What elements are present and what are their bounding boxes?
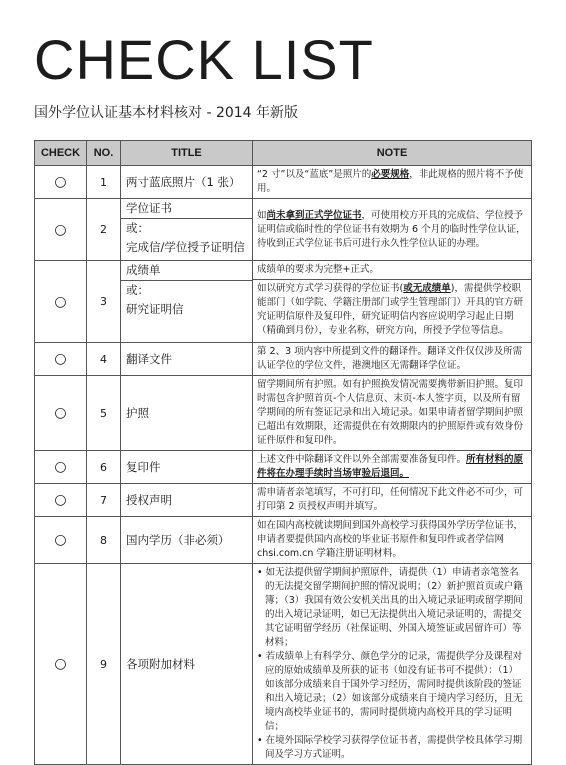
- table-row: [35, 199, 532, 261]
- row-note: [253, 166, 532, 199]
- table-row: [35, 517, 532, 564]
- note-text: 在境外国际学校学习获得学位证书者，需提供学校具体学习期间及学习方式证明。: [265, 735, 523, 760]
- check-circle[interactable]: ○: [35, 166, 87, 199]
- check-circle[interactable]: ○: [35, 451, 87, 484]
- title-line: 国内学历（非必须）: [126, 533, 230, 547]
- row-number: 5: [87, 376, 121, 451]
- row-title: [121, 484, 253, 517]
- header-note: NOTE: [253, 141, 532, 166]
- row-note: [253, 451, 532, 484]
- row-title: [121, 199, 253, 261]
- title-line: 护照: [126, 406, 149, 420]
- row-title: [121, 343, 253, 376]
- row-title: [121, 376, 253, 451]
- check-circle[interactable]: ○: [35, 517, 87, 564]
- note-text: 如: [257, 209, 267, 221]
- row-note: [253, 564, 532, 765]
- note-text: 如在国内高校就读期间到国外高校学习获得国外学历学位证书，申请者要提供国内高校的毕业证书原件和复印件或者学信网 chsi.com.cn 学籍注册证明材料。: [257, 520, 524, 559]
- note-emphasis: 必要规格: [371, 169, 410, 180]
- row-title: [121, 517, 253, 564]
- note-emphasis: 所有材料的原件将在办理手续时当场审验后退回。: [257, 454, 524, 479]
- check-circle[interactable]: ○: [35, 199, 87, 261]
- note-text: 如以研究方式学习获得的学位证书(: [257, 283, 404, 294]
- header-no: NO.: [87, 141, 121, 166]
- title-line: 翻译文件: [126, 352, 172, 366]
- check-circle[interactable]: ○: [35, 343, 87, 376]
- title-line: 授权声明: [126, 493, 172, 507]
- table-row: [35, 261, 532, 343]
- table-row: [35, 343, 532, 376]
- row-number: 3: [87, 261, 121, 343]
- title-line: 研究证明信: [126, 302, 184, 316]
- row-number: 1: [87, 166, 121, 199]
- check-circle[interactable]: ○: [35, 261, 87, 343]
- note-bullet-item: • 如无法提供留学期间护照原件，请提供（1）申请者亲笔签名的无法提交留学期间护照的情况说明；（2）新护照首页或户籍簿；（3）我国有效公安机关出具的出入境记录证明或留学期间的出入境记录证明，如已无法提供出入境记录证明的，需提交其它证明留学经历（社保证明、外国入境签证或居留许可）等材料；: [257, 567, 523, 648]
- row-number: 2: [87, 199, 121, 261]
- row-number: 6: [87, 451, 121, 484]
- row-title: [121, 564, 253, 765]
- title-line: 或：: [121, 218, 252, 238]
- note-text: 第 2、3 项内容中所提到文件的翻译件。翻译文件仅仅涉及所需认证学位的学位文件，港澳地区无需翻译学位证。: [257, 346, 523, 371]
- check-circle[interactable]: ○: [35, 376, 87, 451]
- table-row: [35, 484, 532, 517]
- row-note: [253, 517, 532, 564]
- note-emphasis: 或无成绩单: [403, 283, 451, 294]
- check-circle[interactable]: ○: [35, 564, 87, 765]
- table-row: [35, 451, 532, 484]
- row-note: [253, 343, 532, 376]
- title-line: 两寸蓝底照片（1 张）: [126, 175, 241, 189]
- title-line: 完成信/学位授予证明信: [126, 240, 245, 254]
- row-title: [121, 451, 253, 484]
- table-header-row: [35, 141, 532, 166]
- row-number: 8: [87, 517, 121, 564]
- checklist-table: [34, 140, 532, 765]
- row-note: [253, 199, 532, 261]
- row-title: [121, 261, 253, 343]
- title-line: 或：: [121, 280, 252, 300]
- page-title: CHECK LIST: [34, 28, 374, 91]
- table-row: [35, 564, 532, 765]
- row-title: [121, 166, 253, 199]
- page-subtitle: 国外学位认证基本材料核对 - 2014 年新版: [34, 105, 299, 121]
- note-emphasis: 尚未拿到正式学位证书: [266, 209, 362, 221]
- row-note: [253, 261, 532, 343]
- row-number: 7: [87, 484, 121, 517]
- table-row: [35, 166, 532, 199]
- title-line: 各项附加材料: [126, 657, 195, 671]
- note-text: 需申请者亲笔填写，不可打印，任何情况下此文件必不可少，可打印第 2 页授权声明并填写。: [257, 487, 524, 512]
- note-bullet-item: • 若成绩单上有科学分、颜色学分的记录，需提供学分及课程对应的原始成绩单及所获的证书（如没有证书可不提供）：（1）如该部分成绩来自于国外学习经历，需同时提供该阶段的签证和出入境记录；（2）如该部分成绩来自于境内学习经历，且无境内高校毕业证书的，需同时提供境内高校开具的学习证明信；: [257, 651, 523, 732]
- title-line: 复印件: [126, 460, 161, 474]
- row-number: 9: [87, 564, 121, 765]
- note-text: 若成绩单上有科学分、颜色学分的记录，需提供学分及课程对应的原始成绩单及所获的证书（如没有证书可不提供）：（1）如该部分成绩来自于国外学习经历，需同时提供该阶段的签证和出入境记录；（2）如该部分成绩来自于境内学习经历，且无境内高校毕业证书的，需同时提供境内高校开具的学习证明信；: [265, 651, 523, 732]
- header-check: CHECK: [35, 141, 87, 166]
- title-line: 学位证书: [126, 201, 172, 215]
- note-text: 成绩单的要求为完整+正式。: [253, 261, 531, 280]
- title-line: 成绩单: [126, 263, 161, 277]
- note-bullet-item: • 在境外国际学校学习获得学位证书者，需提供学校具体学习期间及学习方式证明。: [257, 735, 523, 760]
- note-text: 如无法提供留学期间护照原件，请提供（1）申请者亲笔签名的无法提交留学期间护照的情况说明；（2）新护照首页或户籍簿；（3）我国有效公安机关出具的出入境记录证明或留学期间的出入境记录证明，如已无法提供出入境记录证明的，需提交其它证明留学经历（社保证明、外国入境签证或居留许可）等材料；: [265, 567, 523, 648]
- row-number: 4: [87, 343, 121, 376]
- note-text: ，可使用校方开具的完成信、学位授予证明信或临时性的学位证书有效期为 6 个月的临时性学位认证，待收到正式学位证书后可进行永久性学位认证的办理。: [257, 209, 526, 249]
- table-row: [35, 376, 532, 451]
- row-note: [253, 376, 532, 451]
- note-text: )，需提供学校职能部门（如学院、学籍注册部门或学生管理部门）开具的官方研究证明信原件及复印件，研究证明信内容应说明学习起止日期（精确到月份），专业名称，研究方向，所授予学位等信息。: [257, 283, 524, 336]
- check-circle[interactable]: ○: [35, 484, 87, 517]
- note-text: “2 寸”以及“蓝底”是照片的: [257, 169, 372, 180]
- note-text: ，非此规格的照片将不予使用。: [257, 169, 524, 194]
- row-note: [253, 484, 532, 517]
- note-text: 留学期间所有护照。如有护照换发情况需要携带新旧护照。复印时需包含护照首页-个人信息页、末页-本人签字页，以及所有留学期间的所有签证记录和出入境记录。如果申请者留学期间护照已超出有效期限，还需提供在有效期限内的护照原件或有效身份证件原件和复印件。: [257, 379, 524, 446]
- header-title: TITLE: [121, 141, 253, 166]
- note-text: 上述文件中除翻译文件以外全部需要准备复印件。: [257, 454, 467, 465]
